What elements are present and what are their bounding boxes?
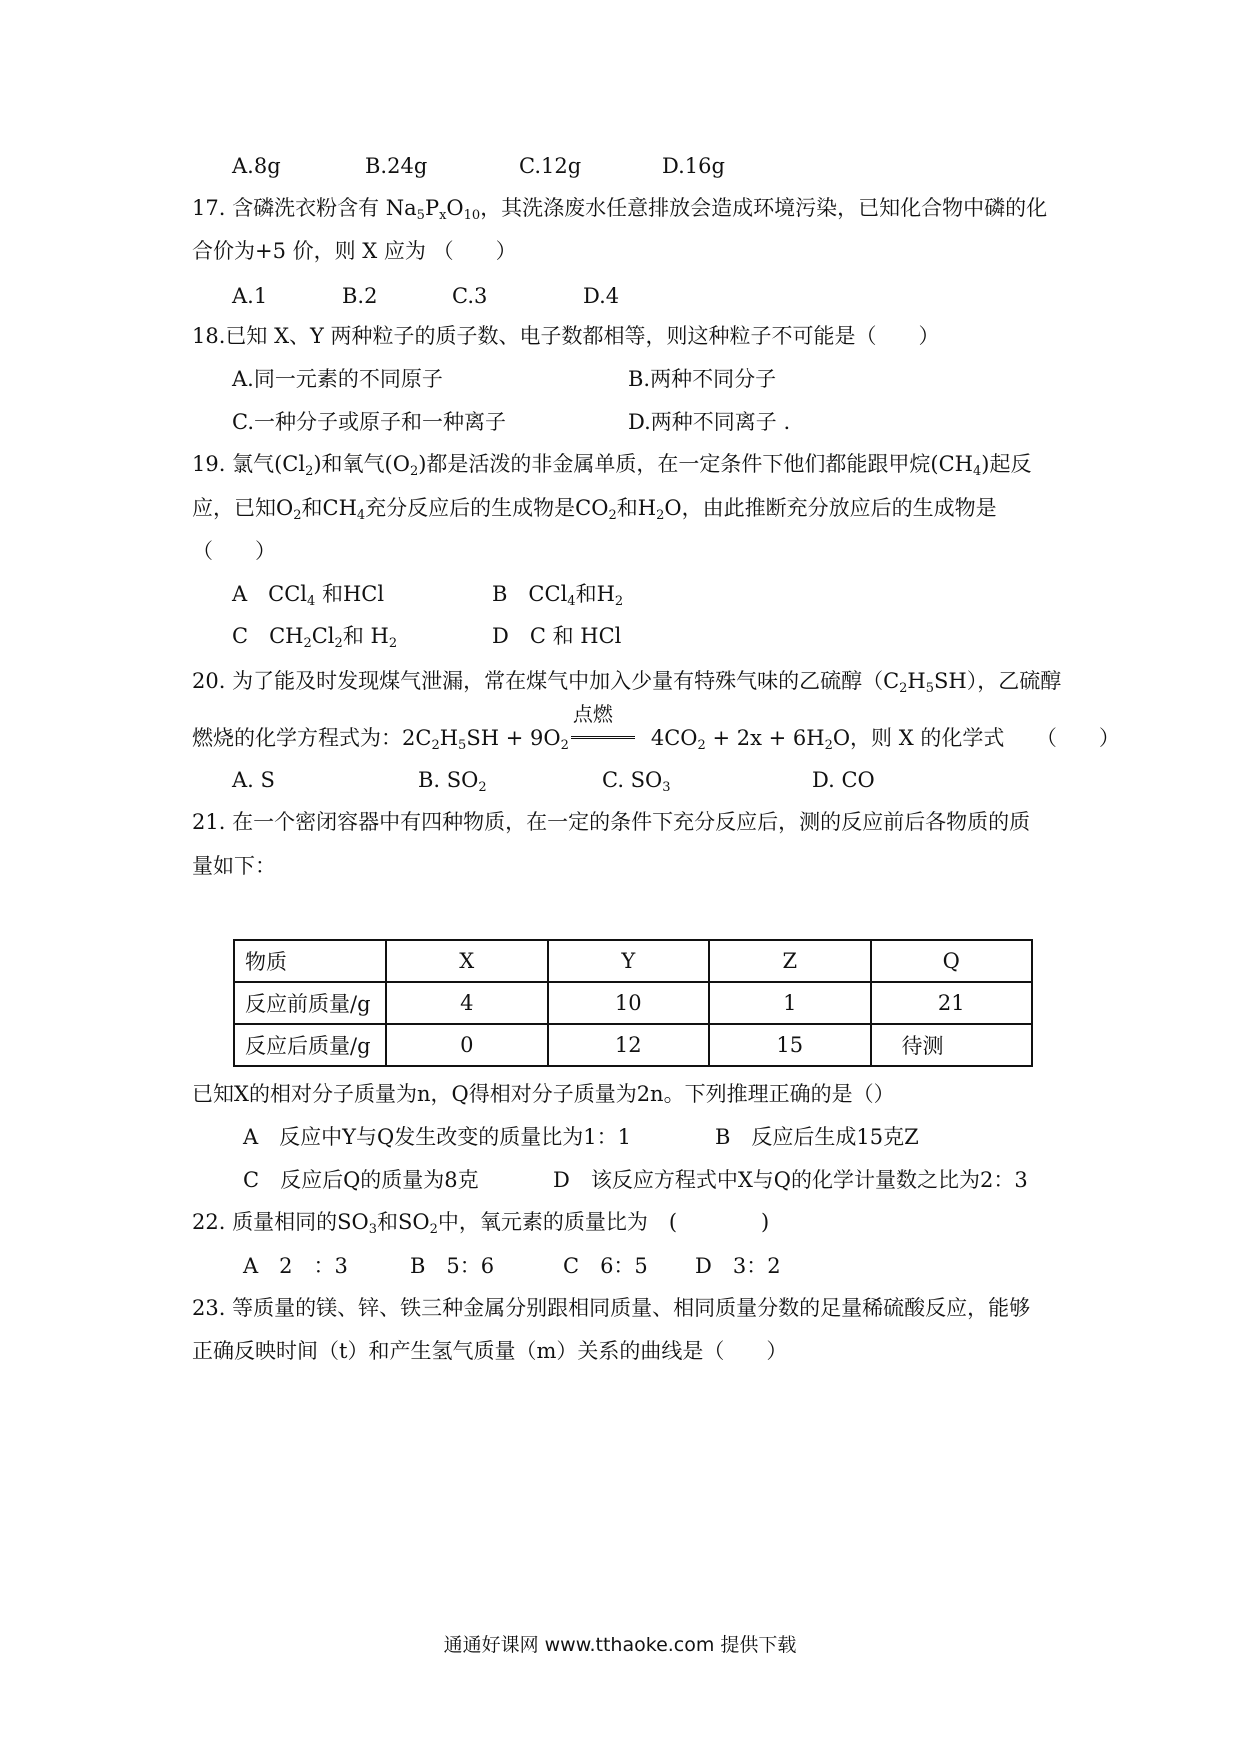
table-cell: 0 xyxy=(386,1024,548,1066)
q17-stem-line1: 17. 含磷洗衣粉含有 $Na_5P_xO_{10}$，其洗涤废水任意排放会造成环境污染，已知化合物中磷的化 xyxy=(192,196,1048,223)
table-cell: 15 xyxy=(709,1024,871,1066)
q20-stem-line2: 燃烧的化学方程式为：$2C_2H_5SH + 9O_2$ 点燃 $4CO_2 + 2x + 6H_2O$，则 X 的化学式 （ ） xyxy=(192,702,1120,753)
q22-stem: 22. 质量相同的$SO_3$和$SO_2$中，氧元素的质量比为 ( ) xyxy=(192,1210,770,1237)
table-cell: 10 xyxy=(548,982,710,1024)
q22-option-c: C 6：5 xyxy=(563,1254,648,1278)
q20-option-a: A. S xyxy=(232,768,275,792)
q20-option-b: B. $SO_2$ xyxy=(418,768,487,795)
table-cell: Z xyxy=(709,940,871,982)
q21-stem-line2: 量如下： xyxy=(192,854,276,878)
q18-option-c: C.一种分子或原子和一种离子 xyxy=(232,410,506,434)
table-cell: X xyxy=(386,940,548,982)
table-cell: 待测 xyxy=(871,1024,1033,1066)
table-cell: 1 xyxy=(709,982,871,1024)
reaction-arrow xyxy=(569,702,637,752)
table-cell: 反应前质量/g xyxy=(234,982,386,1024)
q19-option-c: C $CH_2Cl_2$和 $H_2$ xyxy=(232,624,398,651)
q17-option-b: B.2 xyxy=(342,284,378,308)
table-cell: 21 xyxy=(871,982,1033,1024)
q17-option-d: D.4 xyxy=(583,284,620,308)
q16-option-b: B.24g xyxy=(365,154,428,178)
q18-stem: 18.已知 X、Y 两种粒子的质子数、电子数都相等，则这种粒子不可能是（ ） xyxy=(192,324,940,348)
q19-stem-line1: 19. 氯气$(Cl_2)$和氧气$(O_2)$都是活泼的非金属单质，在一定条件下他们都能跟甲烷$(CH_4)$起反 xyxy=(192,452,1032,479)
table-cell: 4 xyxy=(386,982,548,1024)
q16-option-c: C.12g xyxy=(519,154,582,178)
q21-option-d: D 该反应方程式中X与Q的化学计量数之比为2：3 xyxy=(553,1168,1028,1192)
q20-option-d: D. CO xyxy=(812,768,875,792)
table-row xyxy=(234,1024,1032,1066)
q22-option-a: A 2 ：3 xyxy=(243,1254,348,1278)
q21-option-c: C 反应后Q的质量为8克 xyxy=(243,1168,479,1192)
q20-option-c: C. $SO_3$ xyxy=(602,768,671,795)
q17-stem-line2: 合价为+5 价，则 X 应为 （ ） xyxy=(192,239,517,263)
page-footer: 通通好课网 www.tthaoke.com 提供下载 xyxy=(443,1634,797,1656)
q16-option-d: D.16g xyxy=(662,154,725,178)
q19-option-b: B CCl$_4$和$H_2$ xyxy=(492,582,624,609)
q21-option-a: A 反应中Y与Q发生改变的质量比为1：1 xyxy=(243,1125,631,1149)
q18-option-b: B.两种不同分子 xyxy=(628,367,777,391)
q19-stem-line3: （ ） xyxy=(192,539,276,563)
q18-option-a: A.同一元素的不同原子 xyxy=(232,367,443,391)
reaction-condition: 点燃 xyxy=(572,702,613,726)
q22-option-b: B 5：6 xyxy=(410,1254,495,1278)
q17-option-a: A.1 xyxy=(232,284,268,308)
table-cell: Q xyxy=(871,940,1033,982)
q23-stem-line2: 正确反映时间（t）和产生氢气质量（m）关系的曲线是（ ） xyxy=(192,1339,788,1363)
q17-option-c: C.3 xyxy=(452,284,488,308)
q19-option-d: D C 和 HCl xyxy=(492,624,622,648)
mass-table xyxy=(233,939,1033,1067)
q21-option-b: B 反应后生成15克Z xyxy=(715,1125,919,1149)
q19-stem-line2: 应，已知$O_2$和$CH_4$充分反应后的生成物是$CO_2$和$H_2O$，由此推断充分放应后的生成物是 xyxy=(192,496,997,523)
table-cell: Y xyxy=(548,940,710,982)
table-row xyxy=(234,940,1032,982)
table-row xyxy=(234,982,1032,1024)
q22-option-d: D 3：2 xyxy=(695,1254,781,1278)
q19-option-a: A CCl$_4$ 和HCl xyxy=(232,582,385,609)
q18-option-d: D.两种不同离子 . xyxy=(628,410,791,434)
table-cell: 反应后质量/g xyxy=(234,1024,386,1066)
q21-after-table: 已知X的相对分子质量为n，Q得相对分子质量为2n。下列推理正确的是（） xyxy=(192,1082,895,1106)
q16-option-a: A.8g xyxy=(232,154,281,178)
table-cell: 12 xyxy=(548,1024,710,1066)
q21-stem-line1: 21. 在一个密闭容器中有四种物质，在一定的条件下充分反应后，测的反应前后各物质的质 xyxy=(192,810,1031,834)
table-cell: 物质 xyxy=(234,940,386,982)
q23-stem-line1: 23. 等质量的镁、锌、铁三种金属分别跟相同质量、相同质量分数的足量稀硫酸反应，能够 xyxy=(192,1296,1031,1320)
q20-stem-line1: 20. 为了能及时发现煤气泄漏，常在煤气中加入少量有特殊气味的乙硫醇$(C_2H_5SH)$，乙硫醇 xyxy=(192,669,1062,696)
